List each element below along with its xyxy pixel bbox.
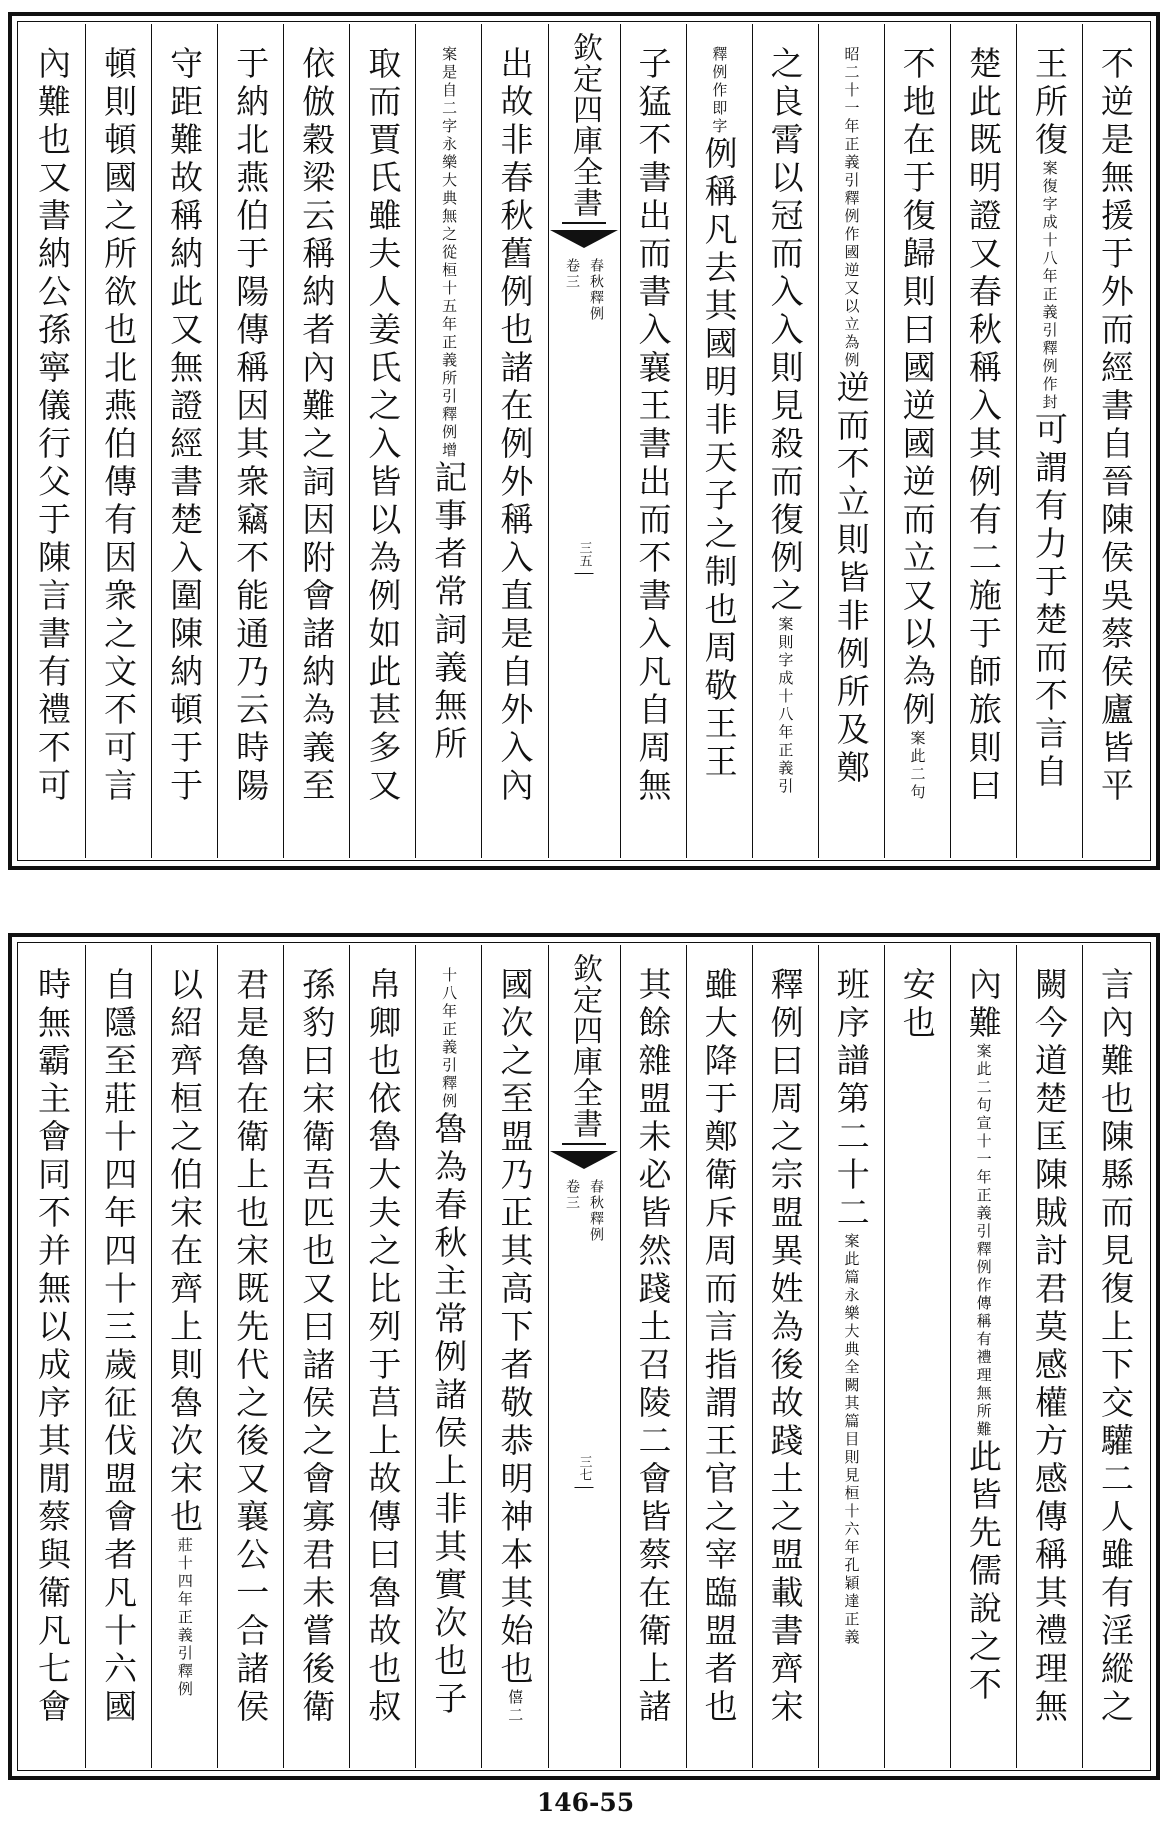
- column-text: 楚此既明證又春秋稱入其例有二施于師旅則曰: [963, 46, 1003, 806]
- text-column: [217, 945, 283, 1768]
- text-column: [415, 24, 481, 858]
- column-text: 取而賈氏雖夫人姜氏之入皆以為例如此甚多又: [363, 46, 403, 806]
- fishtail-mark: [550, 1151, 618, 1169]
- text-column: [752, 24, 818, 858]
- bottom-page: [8, 933, 1160, 1780]
- folio-number: 三五: [575, 541, 594, 574]
- page-number: 146-55: [536, 1788, 635, 1817]
- column-text: 國次之至盟乃正其高下者敬恭明神本其始也: [495, 967, 535, 1689]
- column-text: 君是魯在衛上也宋既先代之後又襄公一合諸侯: [231, 967, 271, 1727]
- annotation: 案此二句: [908, 730, 927, 802]
- column-text: 雖大降于鄭衛斥周而言指謂王官之宰臨盟者也: [699, 967, 739, 1727]
- text-column: [1016, 945, 1082, 1768]
- text-column: [950, 24, 1016, 858]
- column-text: 安也: [897, 967, 937, 1043]
- text-column: [349, 24, 415, 858]
- column-text-cont: 此皆先儒說之不: [963, 1439, 1003, 1705]
- text-column: [283, 24, 349, 858]
- collection-title: 欽定四庫全書: [562, 24, 606, 224]
- annotation: 案復字成十八年正義引釋例作封: [1040, 160, 1059, 412]
- text-column: [217, 24, 283, 858]
- text-column: [415, 945, 481, 1768]
- text-column: [950, 945, 1016, 1768]
- annotation: 案則字成十八年正義引: [776, 616, 795, 796]
- volume-label: 卷三: [564, 258, 580, 290]
- annotation: 昭二十一年正義引釋例作國逆又以立為例: [842, 46, 861, 370]
- column-text: 之良霄以冠而入入則見殺而復例之: [765, 46, 805, 616]
- column-text: 不地在于復歸則曰國逆國逆而立又以為例: [897, 46, 937, 730]
- fishtail-mark: [550, 230, 618, 248]
- text-column: [151, 945, 217, 1768]
- text-column: [283, 945, 349, 1768]
- text-column: [686, 24, 752, 858]
- column-text: 例稱凡去其國明非天子之制也周敬王王: [699, 136, 739, 782]
- text-column: [85, 945, 151, 1768]
- text-column: [349, 945, 415, 1768]
- annotation: 案此篇永樂大典全闕其篇目則見桓十六年孔穎達正義: [842, 1233, 861, 1647]
- text-column: [20, 24, 85, 858]
- annotation: 莊十四年正義引釋例: [175, 1537, 194, 1699]
- column-text: 以紹齊桓之伯宋在齊上則魯次宋也: [165, 967, 205, 1537]
- annotation: 僖二: [506, 1689, 525, 1725]
- text-column: [818, 24, 884, 858]
- book-info: [549, 258, 620, 322]
- text-column: [20, 945, 85, 1768]
- annotation: 釋例作即字: [710, 46, 729, 136]
- text-column: [686, 945, 752, 1768]
- annotation: 十八年正義引釋例: [440, 967, 459, 1111]
- column-text: 逆而不立則皆非例所及鄭: [831, 370, 871, 788]
- column-text: 內難也又書納公孫寧儀行父于陳言書有禮不可: [33, 46, 73, 806]
- center-gutter: [548, 945, 620, 1768]
- column-text: 孫豹曰宋衛吾匹也又曰諸侯之會寡君未嘗後衛: [297, 967, 337, 1727]
- column-text: 子猛不書出而書入襄王書出而不書入凡自周無: [633, 46, 673, 806]
- column-text: 班序譜第二十二: [831, 967, 871, 1233]
- column-text: 闕今道楚匡陳賊討君莫感權方感傳稱其禮理無: [1029, 967, 1069, 1727]
- text-column: [85, 24, 151, 858]
- column-text: 其餘雜盟未必皆然踐土召陵二會皆蔡在衛上諸: [633, 967, 673, 1727]
- folio-number: 三七: [575, 1455, 594, 1488]
- book-title: 春秋釋例: [588, 258, 604, 322]
- column-text: 頓則頓國之所欲也北燕伯傳有因衆之文不可言: [99, 46, 139, 806]
- column-text: 內難: [963, 967, 1003, 1043]
- column-text: 魯為春秋主常例諸侯上非其實次也子: [429, 1111, 469, 1719]
- column-text: 記事者常詞義無所: [429, 460, 469, 764]
- column-text: 不逆是無援于外而經書自晉陳侯吳蔡侯廬皆平: [1095, 46, 1135, 806]
- text-column: [151, 24, 217, 858]
- top-page: [8, 12, 1160, 870]
- column-text: 帛卿也依魯大夫之比列于莒上故傳曰魯故也叔: [363, 967, 403, 1727]
- center-gutter: [548, 24, 620, 858]
- text-column: [620, 24, 686, 858]
- annotation: 案此二句宣十一年正義引釋例作傳稱有禮理無所難: [974, 1043, 993, 1439]
- text-column: [1082, 24, 1148, 858]
- column-text: 守距難故稱納此又無證經書楚入圍陳納頓于于: [165, 46, 205, 806]
- book-title: 春秋釋例: [588, 1179, 604, 1243]
- book-info: [549, 1179, 620, 1243]
- column-text: 依倣穀梁云稱納者內難之詞因附會諸納為義至: [297, 46, 337, 806]
- column-text: 于納北燕伯于陽傳稱因其衆竊不能通乃云時陽: [231, 46, 271, 806]
- collection-title: 欽定四庫全書: [562, 945, 606, 1145]
- text-column: [620, 945, 686, 1768]
- text-column: [884, 24, 950, 858]
- column-text: 言內難也陳縣而見復上下交驩二人雖有淫縱之: [1095, 967, 1135, 1727]
- text-column: [752, 945, 818, 1768]
- top-columns: [20, 24, 1148, 858]
- bottom-columns: [20, 945, 1148, 1768]
- column-text: 釋例曰周之宗盟異姓為後故踐土之盟載書齊宋: [765, 967, 805, 1727]
- column-text: 王所復: [1029, 46, 1069, 160]
- annotation: 案是自二字永樂大典無之從桓十五年正義所引釋例增: [440, 46, 459, 460]
- volume-label: 卷三: [564, 1179, 580, 1211]
- text-column: [818, 945, 884, 1768]
- text-column: [481, 945, 547, 1768]
- text-column: [1016, 24, 1082, 858]
- column-text: 出故非春秋舊例也諸在例外稱入直是自外入內: [495, 46, 535, 806]
- column-text: 自隱至莊十四年四十三歲征伐盟會者凡十六國: [99, 967, 139, 1727]
- text-column: [1082, 945, 1148, 1768]
- text-column: [884, 945, 950, 1768]
- column-text-cont: 可謂有力于楚而不言自: [1029, 412, 1069, 792]
- text-column: [481, 24, 547, 858]
- column-text: 時無霸主會同不并無以成序其閒蔡與衛凡七會: [33, 967, 73, 1727]
